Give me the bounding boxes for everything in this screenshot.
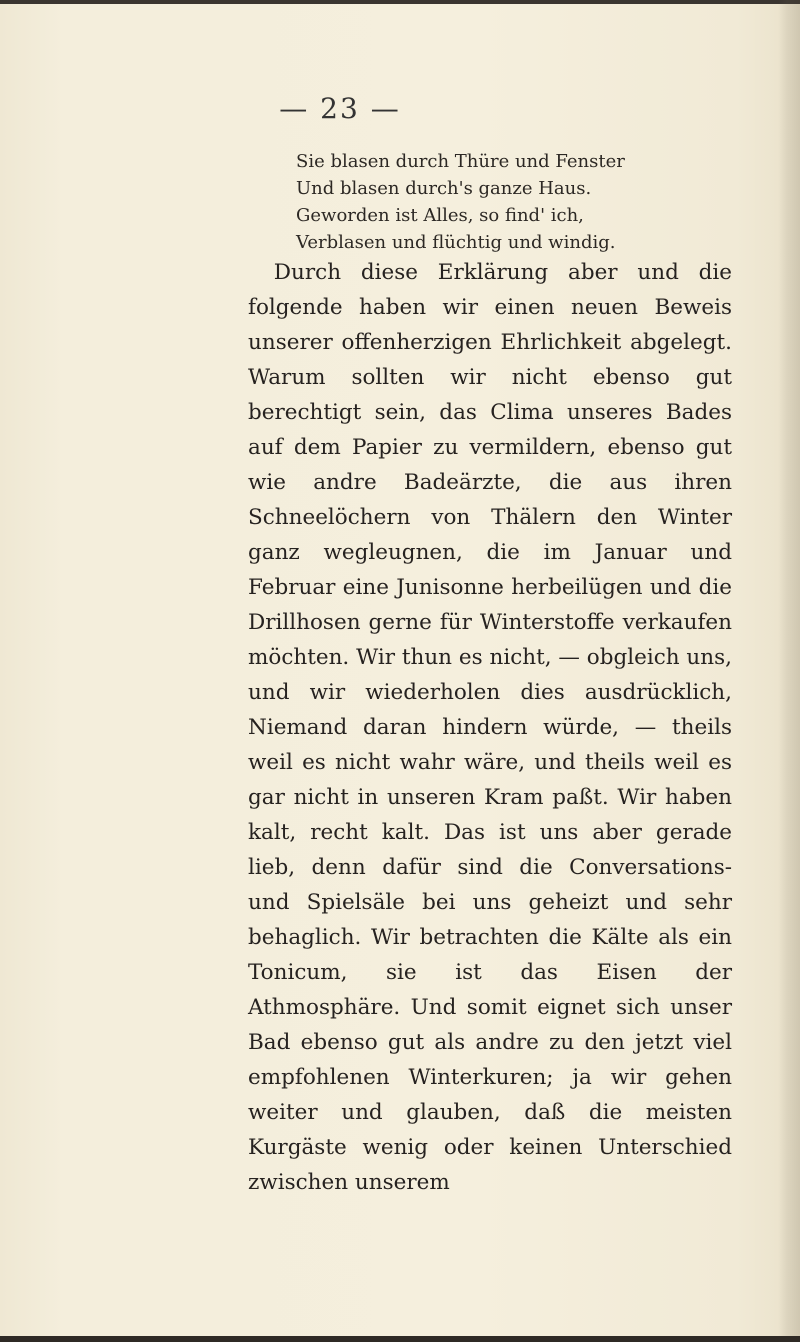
page-edge-shadow	[778, 0, 800, 1342]
top-border	[0, 0, 800, 4]
body-paragraph: Durch diese Erklärung aber und die folgende haben wir einen neuen Beweis unserer offenherzigen Ehrlichkeit abgelegt. Warum sollten wir nicht ebenso gut berechtigt sein, das Clima unseres Bades auf dem Papier zu vermildern, ebenso gut wie andre Badeärzte, die aus ihren Schneelöchern von Thälern den Winter ganz wegleugnen, die im Januar und Februar eine Junisonne herbeilügen und die Drillhosen gerne für Winterstoffe verkaufen möchten. Wir thun es nicht, — obgleich uns, und wir wiederholen dies ausdrücklich, Niemand daran hindern würde, — theils weil es nicht wahr wäre, und theils weil es gar nicht in unseren Kram paßt. Wir haben kalt, recht kalt. Das ist uns aber gerade lieb, denn dafür sind die Conversations- und Spielsäle bei uns geheizt und sehr behaglich. Wir betrachten die Kälte als ein Tonicum, sie ist das Eisen der Athmosphäre. Und somit eignet sich unser Bad ebenso gut als andre zu den jetzt viel empfohlenen Winterkuren; ja wir gehen weiter und glauben, daß die meisten Kurgäste wenig oder keinen Unterschied zwischen unserem	[248, 260, 732, 1195]
page-number: — 23 —	[279, 92, 401, 125]
bottom-border	[0, 1336, 800, 1342]
verse-block	[296, 148, 726, 256]
verse-line: Und blasen durch's ganze Haus.	[296, 178, 592, 199]
verse-line: Geworden ist Alles, so find' ich,	[296, 205, 584, 226]
verse-line: Sie blasen durch Thüre und Fenster	[296, 151, 625, 172]
verse-line: Verblasen und flüchtig und windig.	[296, 232, 616, 253]
